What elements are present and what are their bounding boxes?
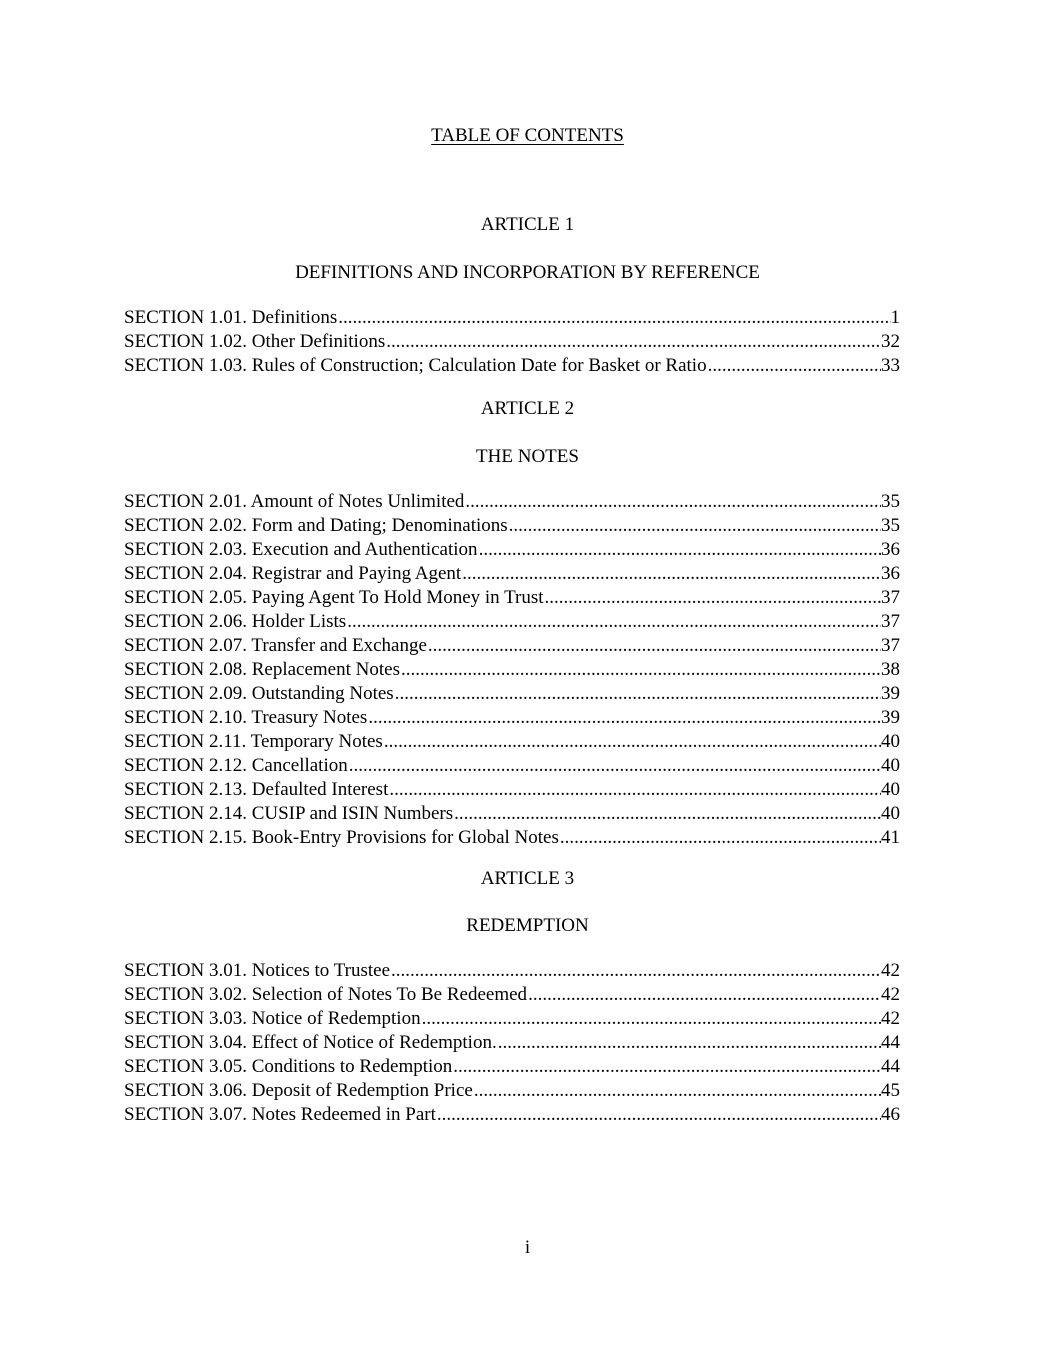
toc-entry-label: SECTION 3.03. Notice of Redemption xyxy=(124,1008,421,1029)
toc-entry-page: 32 xyxy=(881,331,900,352)
article-2-subtitle: THE NOTES xyxy=(476,446,579,467)
toc-title: TABLE OF CONTENTS xyxy=(431,125,624,146)
toc-entry[interactable] xyxy=(124,778,900,802)
page-number: i xyxy=(524,1237,531,1258)
toc-entry-page: 42 xyxy=(881,984,900,1005)
toc-entry-label: SECTION 3.07. Notes Redeemed in Part xyxy=(124,1104,436,1125)
dot-leader xyxy=(401,658,881,682)
toc-entry-page: 44 xyxy=(881,1056,900,1077)
toc-entry[interactable] xyxy=(124,490,900,514)
dot-leader xyxy=(395,682,881,706)
toc-entry-label: SECTION 2.09. Outstanding Notes xyxy=(124,683,394,704)
article-3-sections xyxy=(124,959,900,1127)
toc-entry[interactable] xyxy=(124,562,900,586)
article-3-subtitle: REDEMPTION xyxy=(466,915,589,936)
toc-entry[interactable] xyxy=(124,330,900,354)
toc-entry-label: SECTION 3.06. Deposit of Redemption Price xyxy=(124,1080,473,1101)
toc-entry-label: SECTION 3.05. Conditions to Redemption xyxy=(124,1056,453,1077)
dot-leader xyxy=(509,514,881,538)
toc-entry[interactable] xyxy=(124,306,900,330)
toc-entry-page: 40 xyxy=(881,779,900,800)
article-2-sections xyxy=(124,490,900,850)
toc-entry[interactable] xyxy=(124,959,900,983)
toc-entry-page: 45 xyxy=(881,1080,900,1101)
toc-entry[interactable] xyxy=(124,658,900,682)
dot-leader xyxy=(560,826,881,850)
dot-leader xyxy=(454,802,881,826)
toc-entry-page: 40 xyxy=(881,731,900,752)
toc-entry-page: 39 xyxy=(881,683,900,704)
dot-leader xyxy=(338,306,890,330)
toc-entry[interactable] xyxy=(124,514,900,538)
toc-entry-label: SECTION 2.04. Registrar and Paying Agent xyxy=(124,563,462,584)
toc-entry-page: 35 xyxy=(881,491,900,512)
toc-entry-page: 40 xyxy=(881,803,900,824)
article-2-heading: ARTICLE 2 xyxy=(480,398,575,419)
toc-entry-page: 35 xyxy=(881,515,900,536)
toc-entry-label: SECTION 2.15. Book-Entry Provisions for Global Notes xyxy=(124,827,559,848)
toc-entry-page: 42 xyxy=(881,1008,900,1029)
toc-entry-label: SECTION 2.05. Paying Agent To Hold Money in Trust xyxy=(124,587,544,608)
toc-entry-label: SECTION 2.06. Holder Lists xyxy=(124,611,347,632)
toc-entry-label: SECTION 2.02. Form and Dating; Denominations xyxy=(124,515,508,536)
article-1-subtitle: DEFINITIONS AND INCORPORATION BY REFERENCE xyxy=(295,262,760,283)
toc-entry-page: 36 xyxy=(881,539,900,560)
toc-entry-label: SECTION 2.12. Cancellation xyxy=(124,755,348,776)
toc-entry-label: SECTION 2.01. Amount of Notes Unlimited xyxy=(124,491,465,512)
toc-entry-page: 37 xyxy=(881,587,900,608)
dot-leader xyxy=(498,1031,881,1055)
toc-entry-label: SECTION 2.08. Replacement Notes xyxy=(124,659,400,680)
toc-entry-label: SECTION 3.04. Effect of Notice of Redemption. xyxy=(124,1032,497,1053)
dot-leader xyxy=(347,610,881,634)
toc-entry[interactable] xyxy=(124,802,900,826)
dot-leader xyxy=(528,983,881,1007)
toc-entry-page: 40 xyxy=(881,755,900,776)
article-1-sections xyxy=(124,306,900,378)
toc-entry[interactable] xyxy=(124,682,900,706)
dot-leader xyxy=(368,706,881,730)
toc-entry-page: 41 xyxy=(881,827,900,848)
toc-entry-label: SECTION 1.02. Other Definitions xyxy=(124,331,386,352)
dot-leader xyxy=(545,586,881,610)
dot-leader xyxy=(437,1103,881,1127)
toc-entry[interactable] xyxy=(124,538,900,562)
toc-entry[interactable] xyxy=(124,1103,900,1127)
dot-leader xyxy=(479,538,881,562)
toc-entry-label: SECTION 1.01. Definitions xyxy=(124,307,338,328)
dot-leader xyxy=(462,562,881,586)
toc-entry[interactable] xyxy=(124,826,900,850)
toc-entry-label: SECTION 2.07. Transfer and Exchange xyxy=(124,635,427,656)
toc-entry-label: SECTION 2.13. Defaulted Interest xyxy=(124,779,389,800)
toc-entry-label: SECTION 2.10. Treasury Notes xyxy=(124,707,368,728)
toc-entry-page: 37 xyxy=(881,635,900,656)
dot-leader xyxy=(386,330,881,354)
toc-entry-page: 38 xyxy=(881,659,900,680)
toc-entry[interactable] xyxy=(124,706,900,730)
dot-leader xyxy=(428,634,881,658)
toc-entry-page: 39 xyxy=(881,707,900,728)
dot-leader xyxy=(465,490,881,514)
toc-entry[interactable] xyxy=(124,610,900,634)
dot-leader xyxy=(384,730,881,754)
dot-leader xyxy=(349,754,881,778)
toc-entry[interactable] xyxy=(124,634,900,658)
toc-entry[interactable] xyxy=(124,354,900,378)
toc-entry[interactable] xyxy=(124,1079,900,1103)
toc-entry-label: SECTION 1.03. Rules of Construction; Calculation Date for Basket or Ratio xyxy=(124,355,707,376)
toc-entry[interactable] xyxy=(124,1007,900,1031)
dot-leader xyxy=(422,1007,881,1031)
toc-entry-page: 37 xyxy=(881,611,900,632)
toc-entry-page: 36 xyxy=(881,563,900,584)
toc-entry-page: 1 xyxy=(890,307,900,328)
dot-leader xyxy=(389,778,881,802)
dot-leader xyxy=(391,959,881,983)
toc-entry[interactable] xyxy=(124,754,900,778)
toc-entry-label: SECTION 2.14. CUSIP and ISIN Numbers xyxy=(124,803,454,824)
dot-leader xyxy=(708,354,881,378)
article-1-heading: ARTICLE 1 xyxy=(480,214,575,235)
dot-leader xyxy=(474,1079,881,1103)
toc-entry[interactable] xyxy=(124,1055,900,1079)
toc-entry-label: SECTION 2.03. Execution and Authentication xyxy=(124,539,478,560)
toc-entry[interactable] xyxy=(124,586,900,610)
toc-entry-label: SECTION 2.11. Temporary Notes xyxy=(124,731,383,752)
toc-entry-page: 33 xyxy=(881,355,900,376)
toc-entry-page: 42 xyxy=(881,960,900,981)
toc-entry-page: 46 xyxy=(881,1104,900,1125)
dot-leader xyxy=(453,1055,881,1079)
toc-entry-page: 44 xyxy=(881,1032,900,1053)
toc-entry[interactable] xyxy=(124,730,900,754)
toc-entry[interactable] xyxy=(124,1031,900,1055)
toc-entry[interactable] xyxy=(124,983,900,1007)
toc-entry-label: SECTION 3.02. Selection of Notes To Be Redeemed xyxy=(124,984,528,1005)
toc-entry-label: SECTION 3.01. Notices to Trustee xyxy=(124,960,390,981)
article-3-heading: ARTICLE 3 xyxy=(480,868,575,889)
